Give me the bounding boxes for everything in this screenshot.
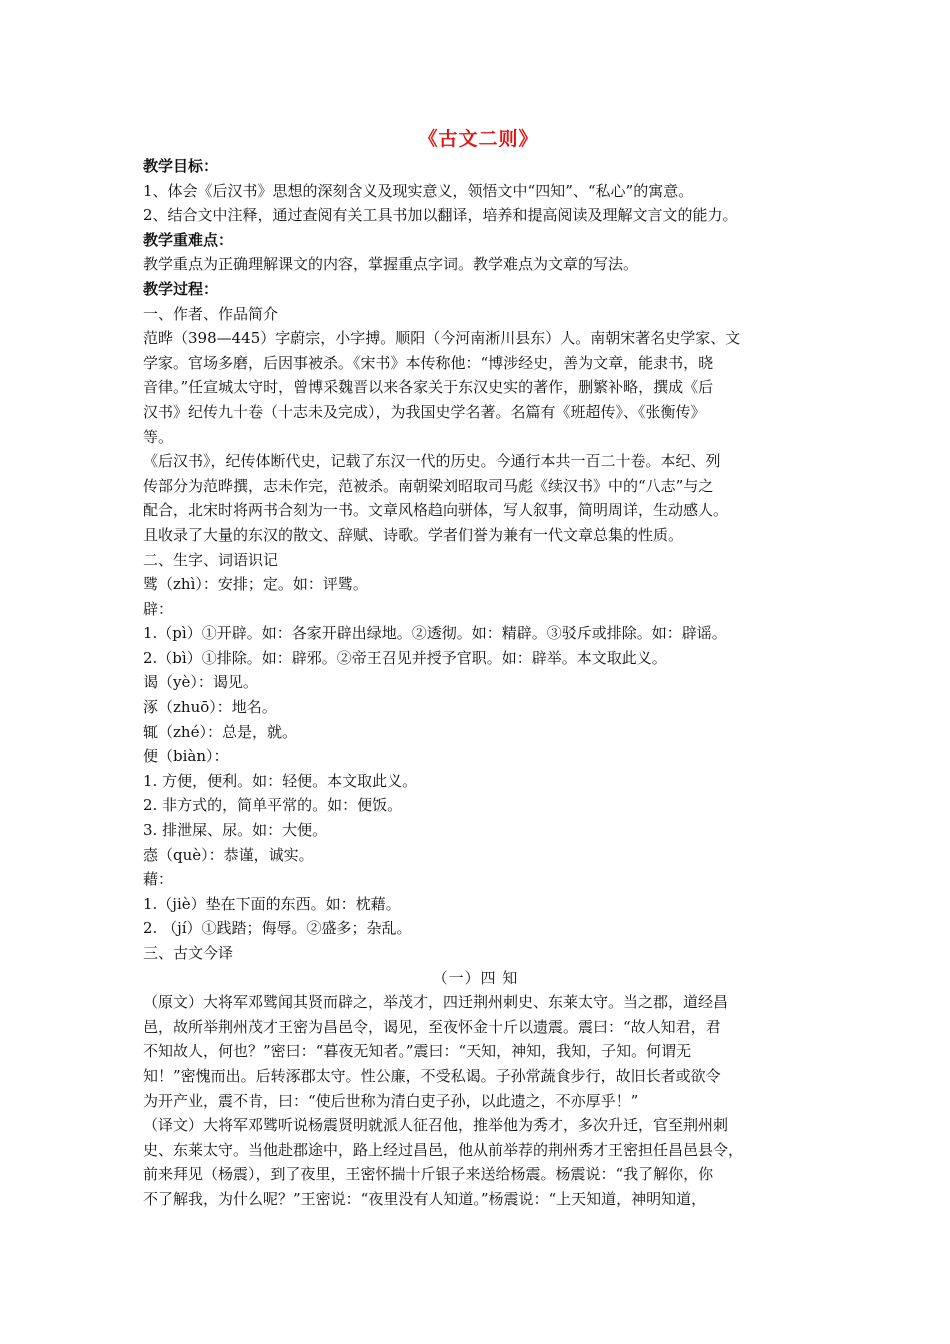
text-line: 等。 (143, 427, 174, 446)
text-line: 不了解我，为什么呢？”王密说：“夜里没有人知道。”杨震说：“上天知道，神明知道， (143, 1189, 707, 1208)
vocab-line: 1.（pì）①开辟。如：各家开辟出绿地。②透彻。如：精辟。③驳斥或排除。如：辟谣。 (143, 624, 727, 643)
text-line: 知！”密愧而出。后转涿郡太守。性公廉，不受私谒。子孙常蔬食步行，故旧长者或欲令 (143, 1066, 721, 1085)
text-line: （译文）大将军邓骘听说杨震贤明就派人征召他，推举他为秀才，多次升迁，官至荆州刺 (143, 1116, 729, 1135)
goals-heading: 教学目标： (143, 157, 219, 175)
vocab-line: 2. 非方式的，简单平常的。如：便饭。 (143, 796, 403, 815)
text-line: 不知故人，何也？”密曰：“暮夜无知者。”震曰：“天知，神知，我知，子知。何谓无 (143, 1042, 692, 1061)
text-line: 为开产业，震不肯，曰：“使后世称为清白吏子孙，以此遗之，不亦厚乎！” (143, 1091, 639, 1110)
text-line: 音律。”任宣城太守时，曾博采魏晋以来各家关于东汉史实的著作，删繁补略，撰成《后 (143, 378, 714, 397)
section-heading-translation: 三、古文今译 (143, 944, 234, 962)
vocab-line: 悫（què）：恭谨，诚实。 (143, 845, 314, 864)
goal-item: 2、结合文中注释，通过查阅有关工具书加以翻译，培养和提高阅读及理解文言文的能力。 (143, 206, 738, 225)
text-line: 邑，故所举荆州茂才王密为昌邑令，谒见，至夜怀金十斤以遗震。震曰：“故人知君，君 (143, 1017, 721, 1036)
process-heading: 教学过程： (143, 279, 219, 298)
vocab-line: 辄（zhé）：总是，就。 (143, 722, 297, 741)
author-paragraph (143, 326, 808, 449)
text-line: 传部分为范晔撰，志未作完，范被杀。南朝梁刘昭取司马彪《续汉书》中的“八志”与之 (143, 476, 714, 495)
vocab-line: 1. 方便，便利。如：轻便。本文取此义。 (143, 771, 418, 790)
vocab-line: 骘（zhì）：安排；定。如：评骘。 (143, 575, 368, 594)
text-line: 史、东莱太守。当他赴郡途中，路上经过昌邑，他从前举荐的荆州秀才王密担任昌邑县令， (143, 1140, 744, 1159)
difficulty-text: 教学重点为正确理解课文的内容，掌握重点字词。教学难点为文章的写法。 (143, 255, 639, 274)
difficulty-heading: 教学重难点： (143, 230, 234, 249)
subtitle-four-knows: （一）四 知 (432, 968, 519, 987)
document-page (143, 124, 808, 1212)
vocab-line: 3. 排泄屎、尿。如：大便。 (143, 821, 328, 840)
vocab-line: 1.（jiè）垫在下面的东西。如：枕藉。 (143, 894, 401, 913)
text-line: 配合，北宋时将两书合刻为一书。文章风格趋向骈体，写人叙事，简明周详，生动感人。 (143, 501, 729, 520)
text-line: 前来拜见（杨震），到了夜里，王密怀揣十斤银子来送给杨震。杨震说：“我了解你，你 (143, 1165, 714, 1184)
text-line: 汉书》纪传九十卷（十志未及完成），为我国史学名著。名篇有《班超传》、《张衡传》 (143, 402, 706, 421)
text-line: 《后汉书》，纪传体断代史，记载了东汉一代的历史。今通行本共一百二十卷。本纪、列 (143, 452, 721, 471)
vocab-line: 涿（zhuō）：地名。 (143, 698, 277, 717)
translation-paragraph (143, 1113, 808, 1211)
vocab-list (143, 572, 808, 941)
vocab-line: 谒（yè）：谒见。 (143, 673, 258, 692)
vocab-line: 便（biàn）： (143, 747, 229, 766)
vocab-line: 藉： (143, 870, 174, 889)
document-title: 《古文二则》 (418, 128, 539, 150)
goal-item: 1、体会《后汉书》思想的深刻含义及现实意义，领悟文中“四知”、“私心”的寓意。 (143, 181, 694, 200)
section-heading-author: 一、作者、作品简介 (143, 304, 279, 323)
section-heading-vocab: 二、生字、词语识记 (143, 550, 279, 569)
text-line: 且收录了大量的东汉的散文、辞赋、诗歌。学者们誉为兼有一代文章总集的性质。 (143, 525, 684, 544)
vocab-line: 2. （jí）①践踏；侮辱。②盛多；杂乱。 (143, 919, 412, 938)
text-line: （原文）大将军邓骘闻其贤而辟之，举茂才，四迁荆州刺史、东莱太守。当之郡，道经昌 (143, 993, 729, 1012)
vocab-line: 辟： (143, 599, 174, 618)
text-line: 范晔（398—445）字蔚宗，小字搏。顺阳（今河南淅川县东）人。南朝宋著名史学家、文 (143, 329, 741, 348)
vocab-line: 2.（bì）①排除。如：辟邪。②帝王召见并授予官职。如：辟举。本文取此义。 (143, 648, 667, 667)
book-paragraph (143, 449, 808, 547)
original-text-paragraph (143, 990, 808, 1113)
text-line: 学家。官场多磨，后因事被杀。《宋书》本传称他：“博涉经史，善为文章，能隶书，晓 (143, 353, 714, 372)
